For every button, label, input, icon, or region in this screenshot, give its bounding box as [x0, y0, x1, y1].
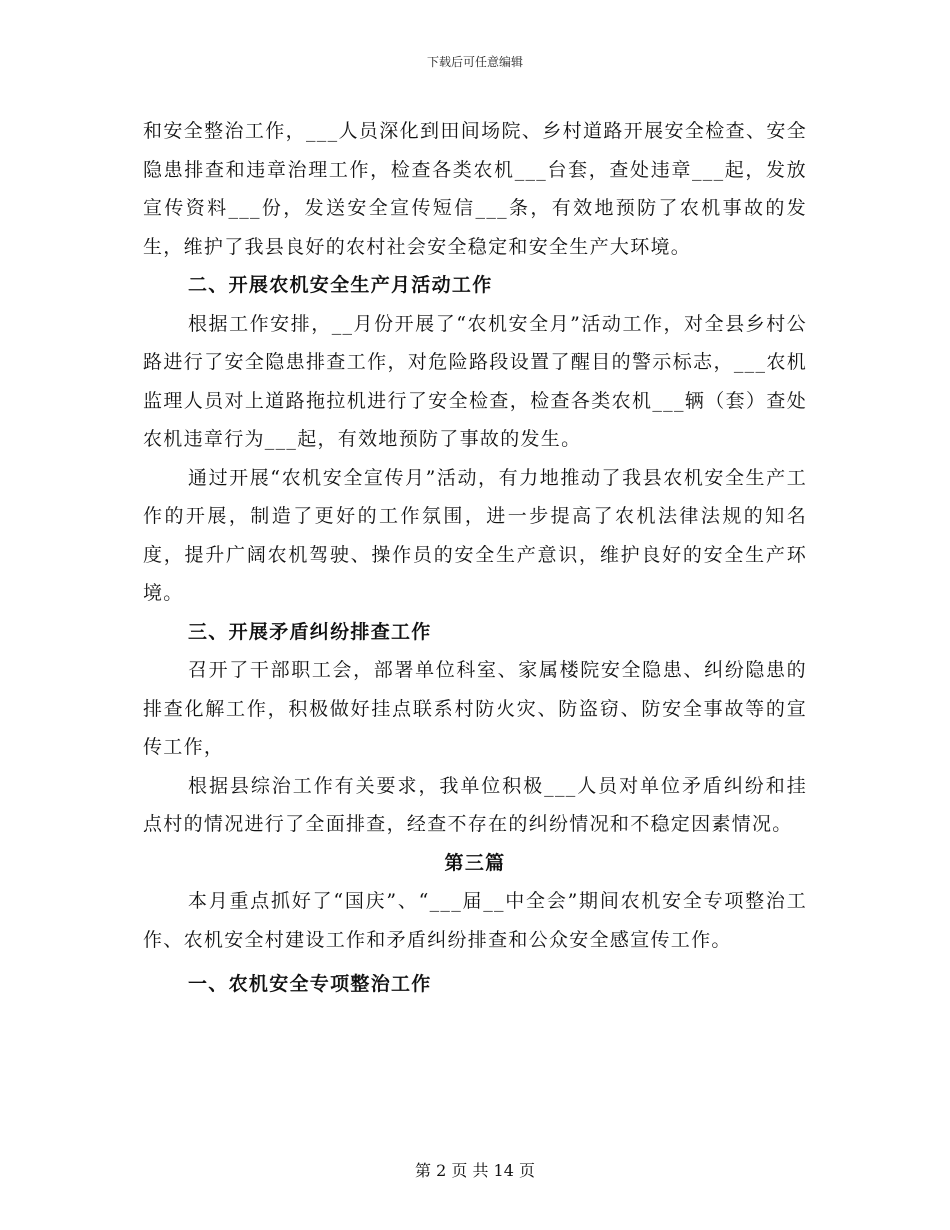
section-heading-2: 二、开展农机安全生产月活动工作: [188, 274, 493, 296]
paragraph: 根据工作安排，__月份开展了“农机安全月”活动工作，对全县乡村公路进行了安全隐患排查工作，对危险路段设置了醒目的警示标志，___农机监理人员对上道路拖拉机进行了安全检查，检查各类农机___辆（套）查处农机违章行为___起，有效地预防了事故的发生。: [143, 312, 807, 450]
chapter-title: 第三篇: [444, 851, 506, 874]
page-header-note: 下载后可任意编辑: [426, 55, 523, 69]
page-number: 第 2 页 共 14 页: [415, 1161, 535, 1180]
paragraph-continued: 和安全整治工作，___人员深化到田间场院、乡村道路开展安全检查、安全隐患排查和违章治理工作，检查各类农机___台套，查处违章___起，发放宣传资料___份，发送安全宣传短信___条，有效地预防了农机事故的发生，维护了我县良好的农村社会安全稳定和安全生产大环境。: [143, 120, 807, 258]
section-heading-3: 三、开展矛盾纠纷排查工作: [188, 620, 432, 643]
paragraph: 根据县综治工作有关要求，我单位积极___人员对单位矛盾纠纷和挂点村的情况进行了全面排查，经查不存在的纠纷情况和不稳定因素情况。: [143, 774, 807, 835]
paragraph: 召开了干部职工会，部署单位科室、家属楼院安全隐患、纠纷隐患的排查化解工作，积极做好挂点联系村防火灾、防盗窃、防安全事故等的宣传工作，: [143, 659, 807, 758]
paragraph: 通过开展“农机安全宣传月”活动，有力地推动了我县农机安全生产工作的开展，制造了更好的工作氛围，进一步提高了农机法律法规的知名度，提升广阔农机驾驶、操作员的安全生产意识，维护良好的安全生产环境。: [143, 466, 807, 604]
document-body: [143, 112, 807, 1004]
section-heading-1: 一、农机安全专项整治工作: [188, 973, 432, 995]
paragraph: 本月重点抓好了“国庆”、“___届__中全会”期间农机安全专项整治工作、农机安全村建设工作和矛盾纠纷排查和公众安全感宣传工作。: [143, 890, 807, 951]
